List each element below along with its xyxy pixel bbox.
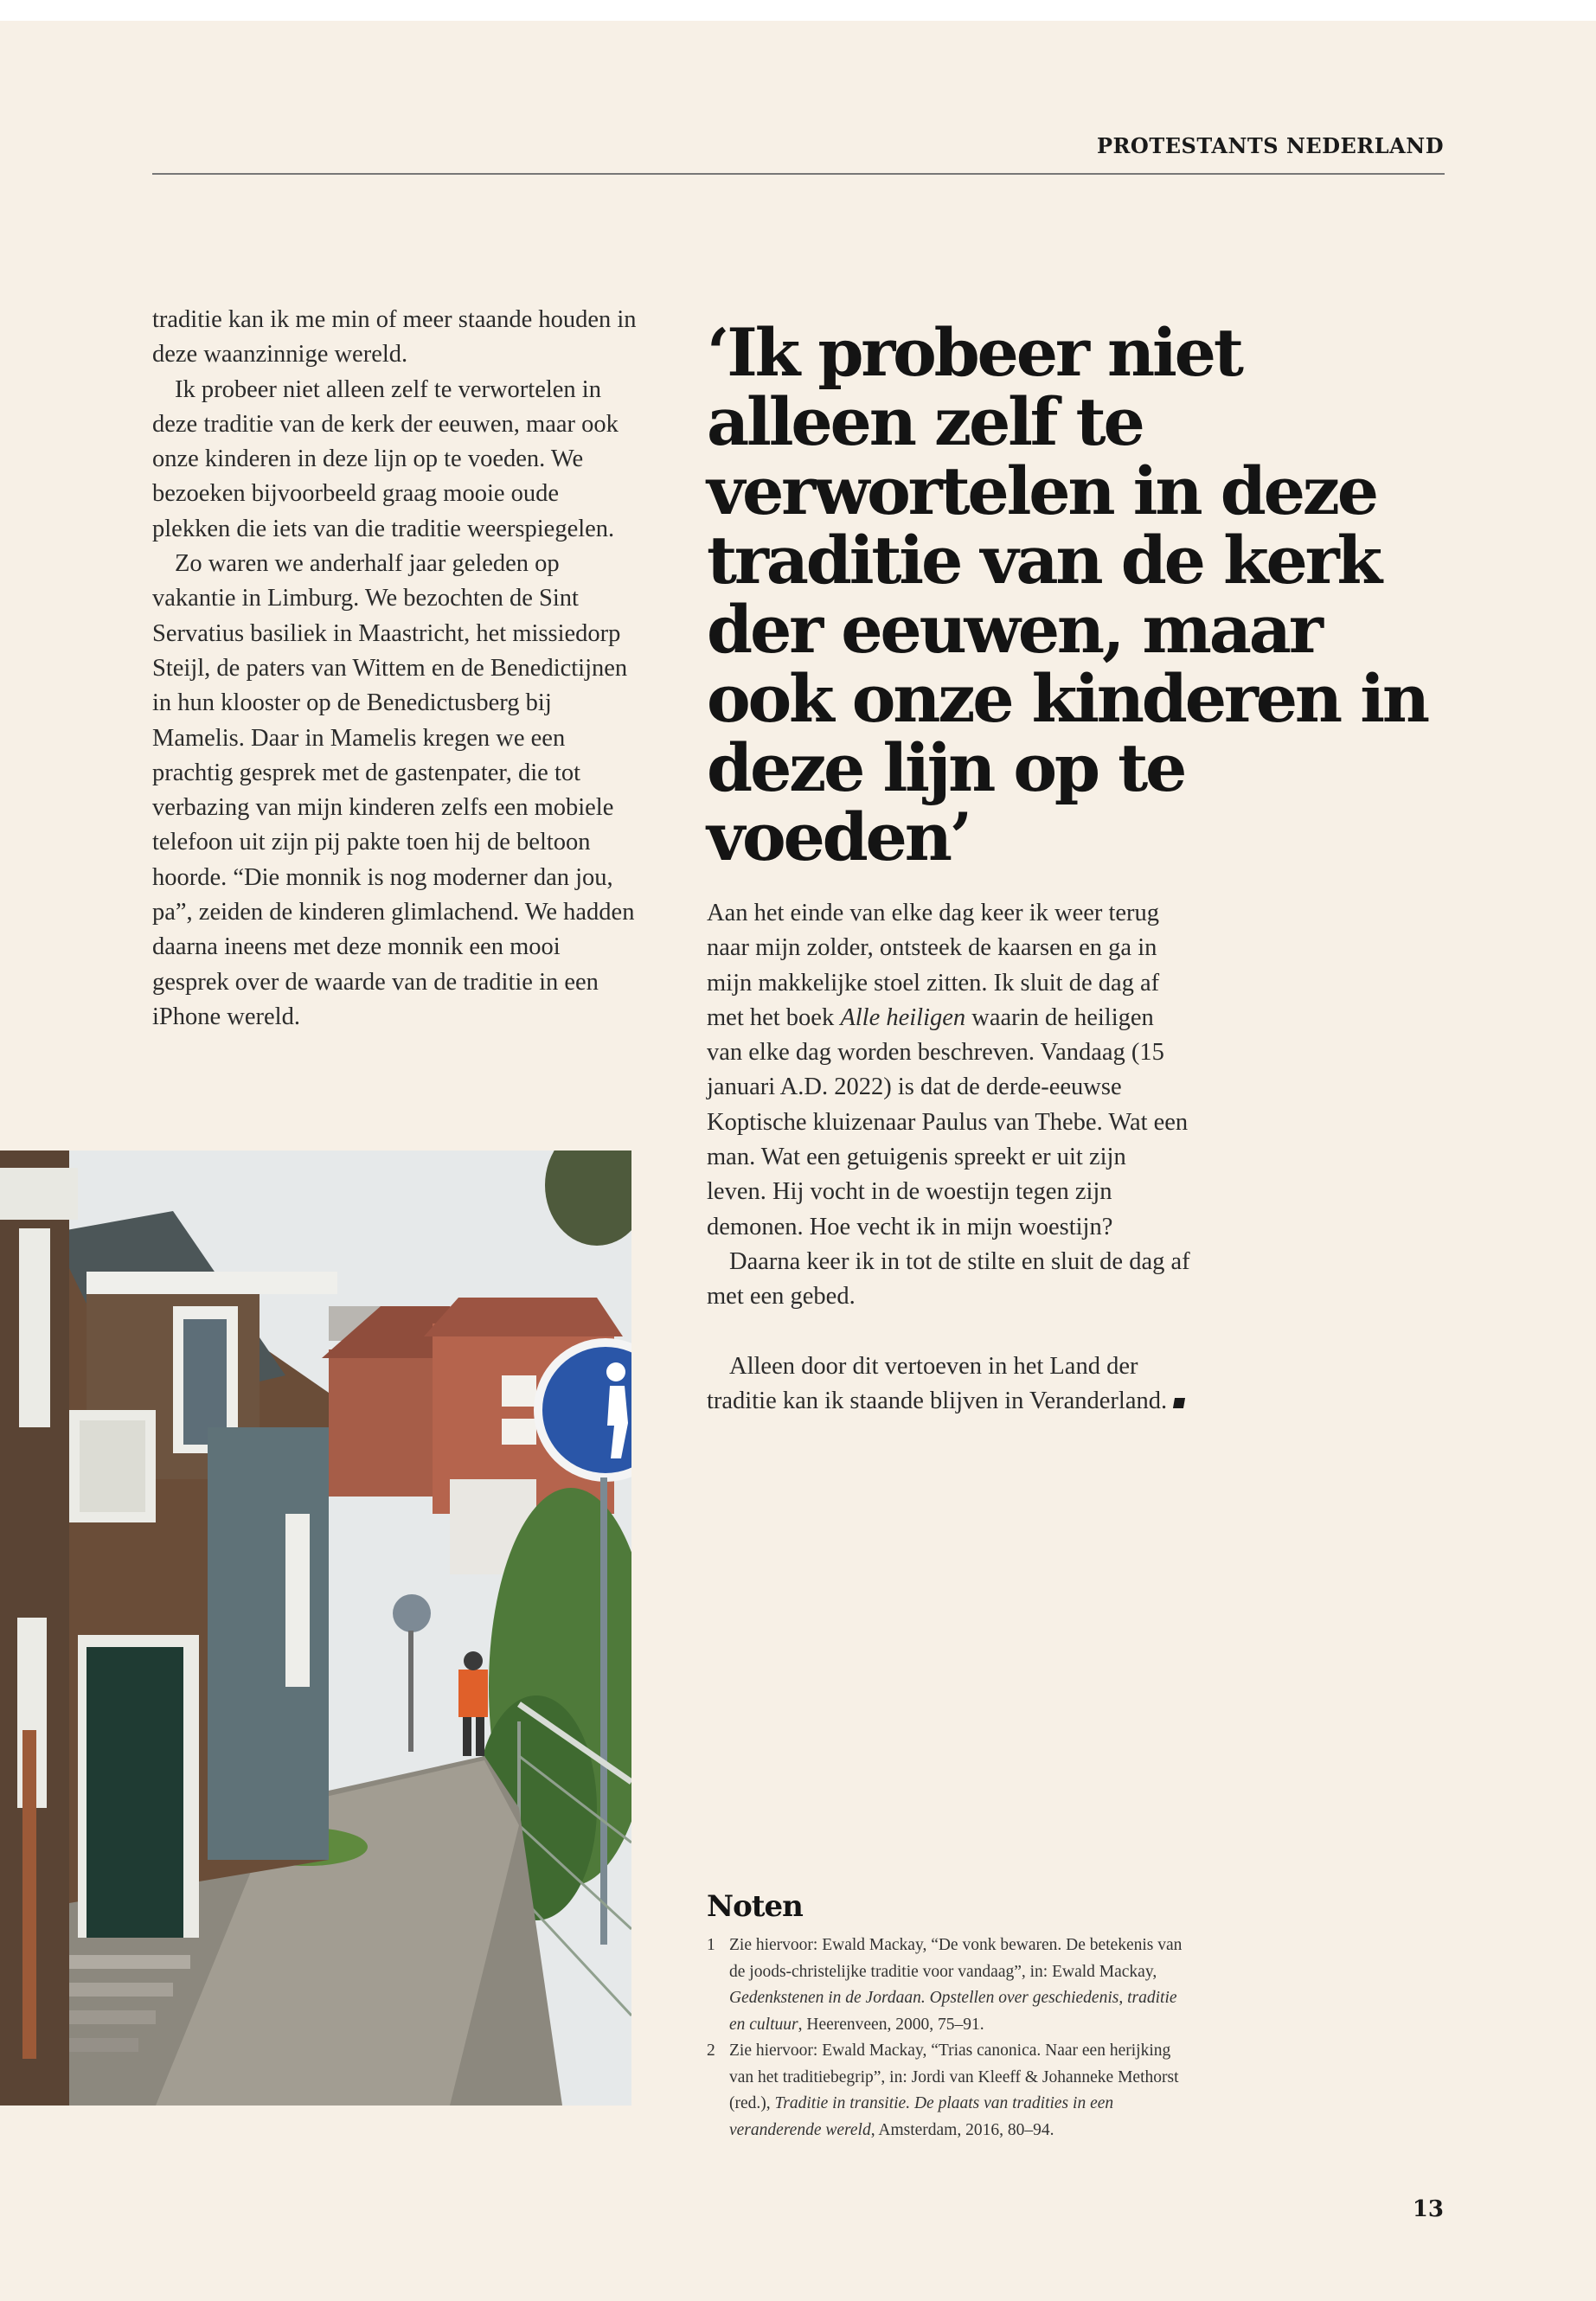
section-label: PROTESTANTS NEDERLAND (1096, 133, 1444, 158)
paragraph-text: Aan het einde van elke dag keer ik weer terug naar mijn zolder, ontsteek de kaarsen en ga in mijn makkelijke stoel zitten. Ik sluit de dag af met het boek (707, 900, 1160, 1031)
footnote (707, 2038, 1191, 2144)
book-title: Alle heiligen (840, 1003, 966, 1031)
paragraph: Zo waren we anderhalf jaar geleden op vakantie in Limburg. We bezochten de Sint Servatius basiliek in Maastricht, het missiedorp Steijl, de paters van Wittem en de Benedictijnen in hun klooster op de Benedictusberg bij Mamelis. Daar in Mamelis kregen we een prachtig gesprek met de gastenpater, die tot verbazing van mijn kinderen zelfs een mobiele telefoon uit zijn pij pakte toen hij de beltoon hoorde. “Die monnik is nog moderner dan jou, pa”, zeiden de kinderen glimlachend. We hadden daarna ineens met deze monnik een mooi gesprek over de waarde van de traditie in een iPhone wereld. (152, 550, 635, 1030)
closing-paragraph (707, 1349, 1191, 1420)
right-column (707, 896, 1191, 1419)
street-photo-illustration (0, 1150, 631, 2106)
footnote-text: , Heerenveen, 2000, 75–91. (798, 2015, 984, 2034)
footnote-text: , Amsterdam, 2016, 80–94. (870, 2120, 1054, 2139)
header-rule (152, 173, 1445, 175)
street-photo (0, 1150, 631, 2106)
paragraph: traditie kan ik me min of meer staande houden in deze waanzinnige wereld. (152, 306, 637, 369)
end-mark-icon (1173, 1398, 1185, 1408)
paragraph-text: waarin de heiligen van elke dag worden beschreven. Vandaag (15 januari A.D. 2022) is dat de derde-eeuwse Koptische kluizenaar Paulus van Thebe. Wat een man. Wat een getuigenis spreekt er uit zijn leven. Hij vocht in de woestijn tegen zijn demonen. Hoe vecht ik in mijn woestijn? (707, 1003, 1189, 1240)
magazine-page (0, 21, 1596, 2301)
paragraph: Ik probeer niet alleen zelf te verwortelen in deze traditie van de kerk der eeuwen, maar ook onze kinderen in deze lijn op te voeden. We bezoeken bijvoorbeeld graag mooie oude plekken die iets van die traditie weerspiegelen. (152, 375, 619, 542)
footnotes (707, 1889, 1191, 2144)
paragraph: Daarna keer ik in tot de stilte en sluit de dag af met een gebed. (707, 1247, 1190, 1311)
footnote-title: Traditie in transitie. De plaats van tradities in een veranderende wereld (729, 2094, 1114, 2139)
paragraph (707, 896, 1191, 1245)
paragraph-text: Alleen door dit vertoeven in het Land der traditie kan ik staande blijven in Veranderland. (707, 1352, 1168, 1414)
footnote-number: 2 (707, 2041, 715, 2060)
footnote-number: 1 (707, 1936, 715, 1954)
page-number: 13 (1412, 2196, 1444, 2222)
footnote (707, 1932, 1191, 2038)
footnote-text: Zie hiervoor: Ewald Mackay, “Trias canonica. Naar een herijking van het traditiebegrip”, in: Jordi van Kleeff & Johanneke Methorst (red.), (729, 2041, 1179, 2112)
footnote-title: Gedenkstenen in de Jordaan. Opstellen over geschiedenis, traditie en cultuur (729, 1989, 1177, 2034)
left-column (152, 303, 637, 1035)
notes-heading: Noten (707, 1889, 803, 1924)
pull-quote: ‘Ik probeer niet alleen zelf te verwortelen in deze traditie van de kerk der eeuwen, maar ook onze kinderen in deze lijn op te voeden’ (707, 314, 1427, 875)
footnote-text: Zie hiervoor: Ewald Mackay, “De vonk bewaren. De betekenis van de joods-christelijke traditie voor vandaag”, in: Ewald Mackay, (729, 1936, 1183, 1981)
